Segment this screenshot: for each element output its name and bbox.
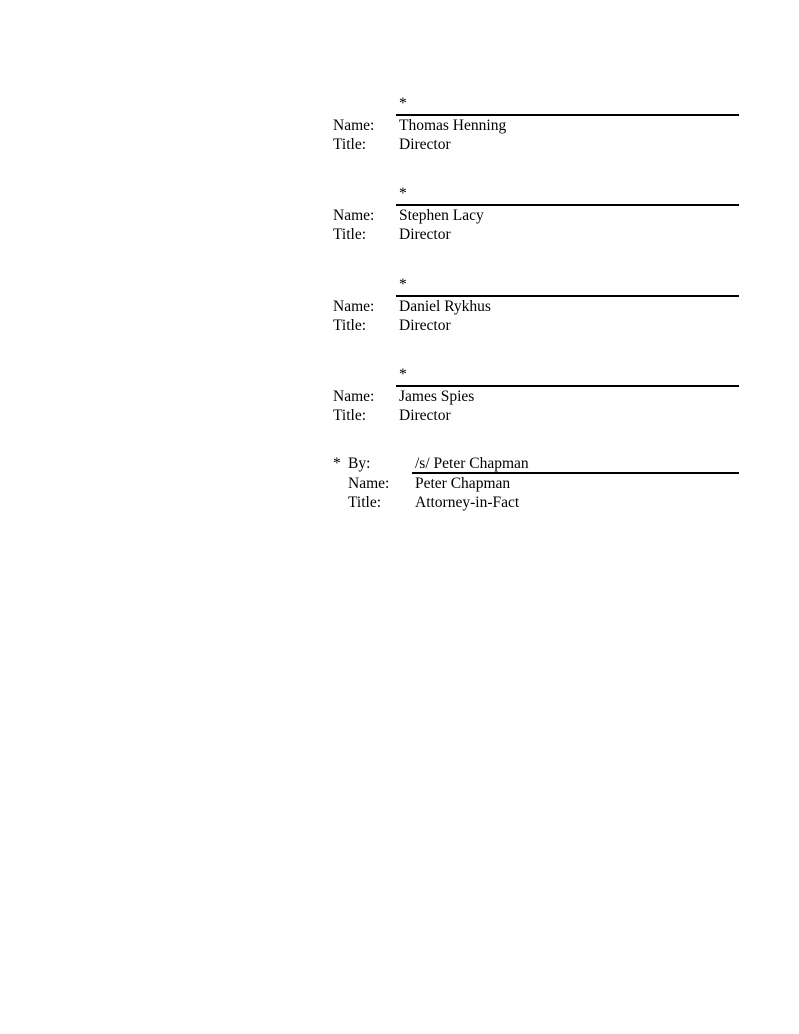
signatory-title: Director bbox=[399, 136, 451, 153]
name-row bbox=[333, 474, 739, 493]
title-row bbox=[333, 316, 739, 335]
attorney-in-fact-block bbox=[333, 453, 739, 515]
title-label: Title: bbox=[333, 136, 367, 153]
name-label: Name: bbox=[333, 388, 375, 405]
name-label: Name: bbox=[348, 475, 390, 492]
signatory-name: Stephen Lacy bbox=[399, 207, 484, 224]
signature-block bbox=[333, 185, 739, 249]
conformed-signature: /s/ Peter Chapman bbox=[415, 455, 529, 472]
attorney-name: Peter Chapman bbox=[415, 475, 511, 492]
signature-block bbox=[333, 276, 739, 340]
name-row bbox=[333, 206, 739, 225]
name-label: Name: bbox=[333, 117, 375, 134]
signature-block bbox=[333, 95, 739, 159]
attorney-title: Attorney-in-Fact bbox=[415, 494, 520, 511]
signatory-title: Director bbox=[399, 317, 451, 334]
signature-asterisk: * bbox=[399, 366, 407, 383]
title-label: Title: bbox=[333, 317, 367, 334]
by-label: By: bbox=[348, 455, 371, 472]
title-label: Title: bbox=[333, 226, 367, 243]
name-row bbox=[333, 297, 739, 316]
footnote-asterisk: * bbox=[333, 455, 341, 472]
signatory-title: Director bbox=[399, 407, 451, 424]
name-label: Name: bbox=[333, 207, 375, 224]
name-row bbox=[333, 116, 739, 135]
signature-asterisk: * bbox=[399, 185, 407, 202]
signatory-name: Thomas Henning bbox=[399, 117, 507, 134]
signatory-name: Daniel Rykhus bbox=[399, 298, 491, 315]
signature-block bbox=[333, 366, 739, 430]
title-label: Title: bbox=[333, 407, 367, 424]
by-row bbox=[333, 454, 739, 473]
signatory-title: Director bbox=[399, 226, 451, 243]
signature-asterisk: * bbox=[399, 276, 407, 293]
title-row bbox=[333, 406, 739, 425]
signatory-name: James Spies bbox=[399, 388, 475, 405]
title-label: Title: bbox=[348, 494, 382, 511]
name-label: Name: bbox=[333, 298, 375, 315]
title-row bbox=[333, 225, 739, 244]
title-row bbox=[333, 135, 739, 154]
name-row bbox=[333, 387, 739, 406]
signature-asterisk: * bbox=[399, 95, 407, 112]
title-row bbox=[333, 493, 739, 512]
